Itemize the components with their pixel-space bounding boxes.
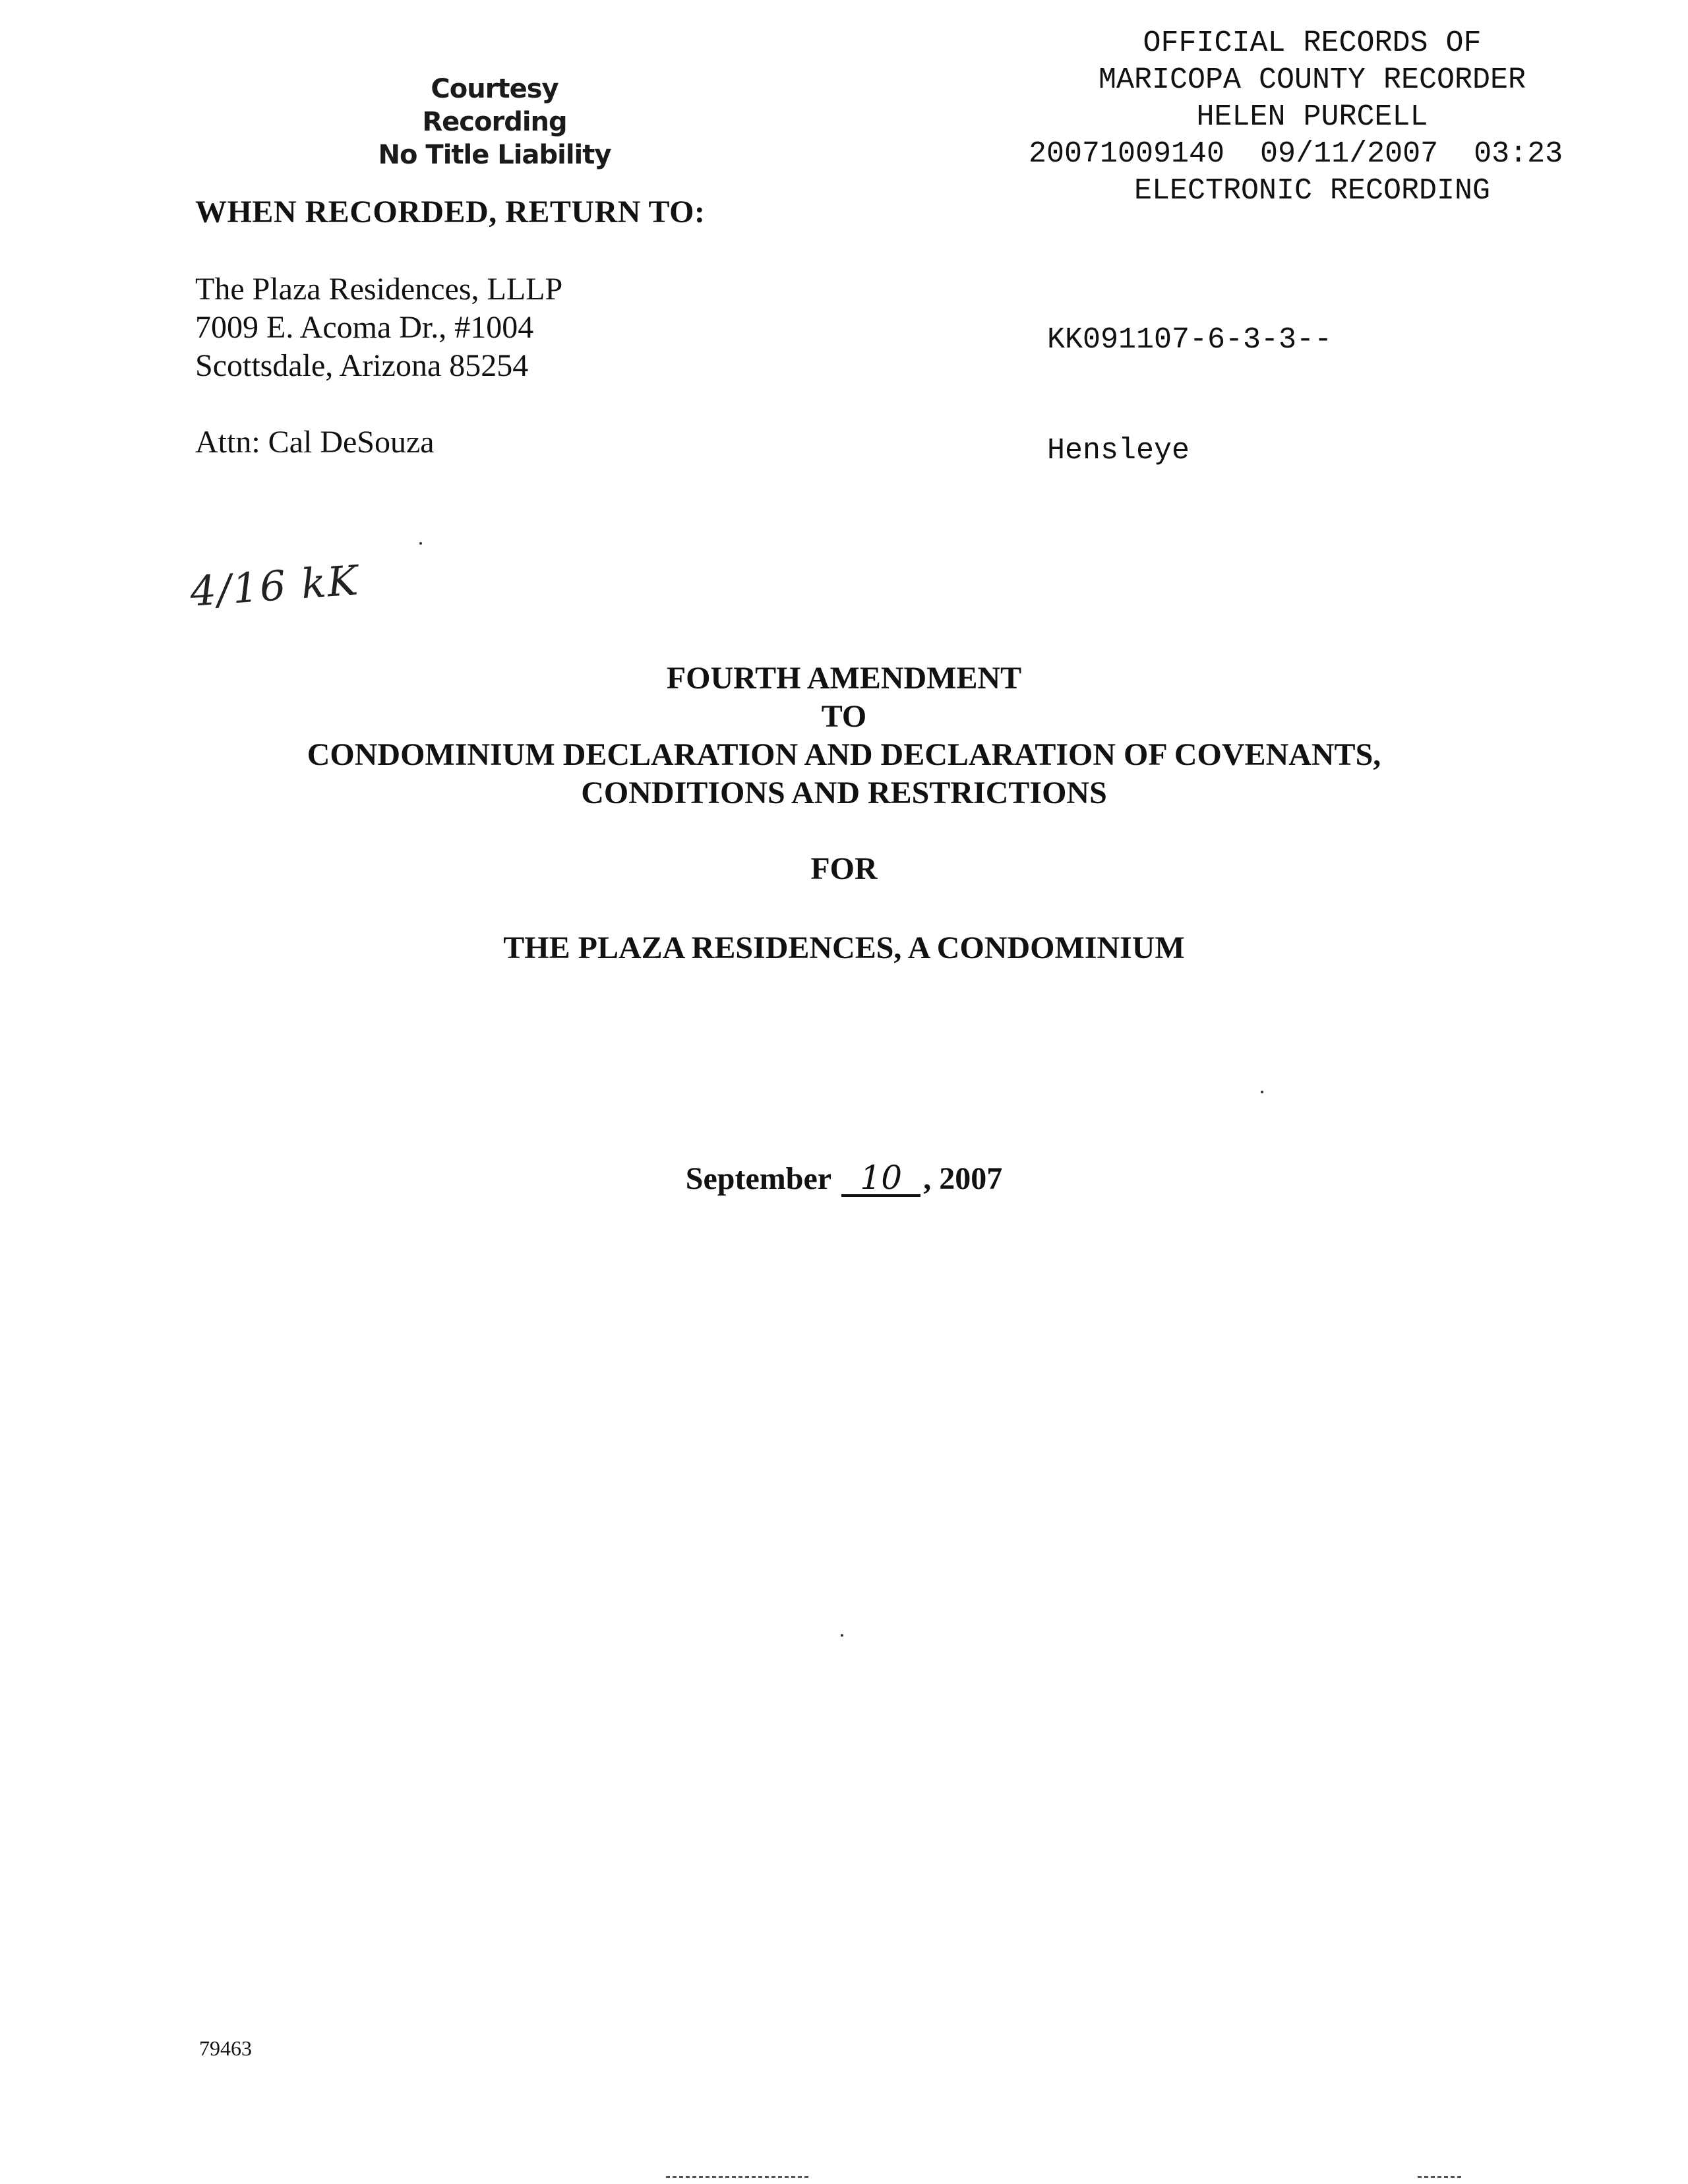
title-line-4: CONDITIONS AND RESTRICTIONS [581, 775, 1107, 810]
recorder-line-1: OFFICIAL RECORDS OF [1143, 26, 1482, 60]
stamp-line-2: No Title Liability [378, 140, 611, 170]
title-line-3: CONDOMINIUM DECLARATION AND DECLARATION OF COVENANTS, [307, 737, 1381, 772]
recorder-line-3: HELEN PURCELL [1196, 100, 1428, 134]
courtesy-recording-stamp [356, 73, 633, 171]
recording-number-line: 20071009140 09/11/2007 03:23 [1029, 137, 1563, 171]
scan-speck [1261, 1091, 1263, 1093]
date-year: , 2007 [923, 1161, 1003, 1196]
reference-clerk: Hensleye [1047, 434, 1190, 468]
recorder-line-5: ELECTRONIC RECORDING [1133, 174, 1491, 208]
date-day-handwritten: 10 [841, 1161, 920, 1197]
recorder-block [1029, 25, 1635, 468]
scan-edge-mark [666, 2176, 811, 2178]
address-line-2: 7009 E. Acoma Dr., #1004 [195, 310, 534, 345]
title-line-1: FOURTH AMENDMENT [666, 661, 1022, 696]
document-title [0, 659, 1688, 812]
document-date [0, 1161, 1688, 1197]
date-month: September [685, 1161, 831, 1196]
title-line-2: TO [821, 699, 867, 734]
condominium-name: THE PLAZA RESIDENCES, A CONDOMINIUM [503, 930, 1185, 965]
recorder-reference [1047, 248, 1332, 543]
recorder-line-2: MARICOPA COUNTY RECORDER [1098, 63, 1526, 97]
return-address [195, 270, 562, 385]
scan-edge-mark [1418, 2176, 1464, 2178]
scan-speck [841, 1634, 843, 1637]
stamp-line-1: Courtesy Recording [422, 74, 567, 137]
return-to-heading: WHEN RECORDED, RETURN TO: [195, 195, 706, 229]
attention-line: Attn: Cal DeSouza [195, 425, 435, 460]
address-line-3: Scottsdale, Arizona 85254 [195, 348, 529, 383]
handwritten-mark: 4/16 kK [188, 556, 361, 616]
address-line-1: The Plaza Residences, LLLP [195, 272, 563, 307]
title-for: FOR [810, 851, 878, 886]
document-number: 79463 [199, 2036, 252, 2060]
scan-speck [419, 542, 422, 545]
reference-code: KK091107-6-3-3-- [1047, 323, 1333, 357]
